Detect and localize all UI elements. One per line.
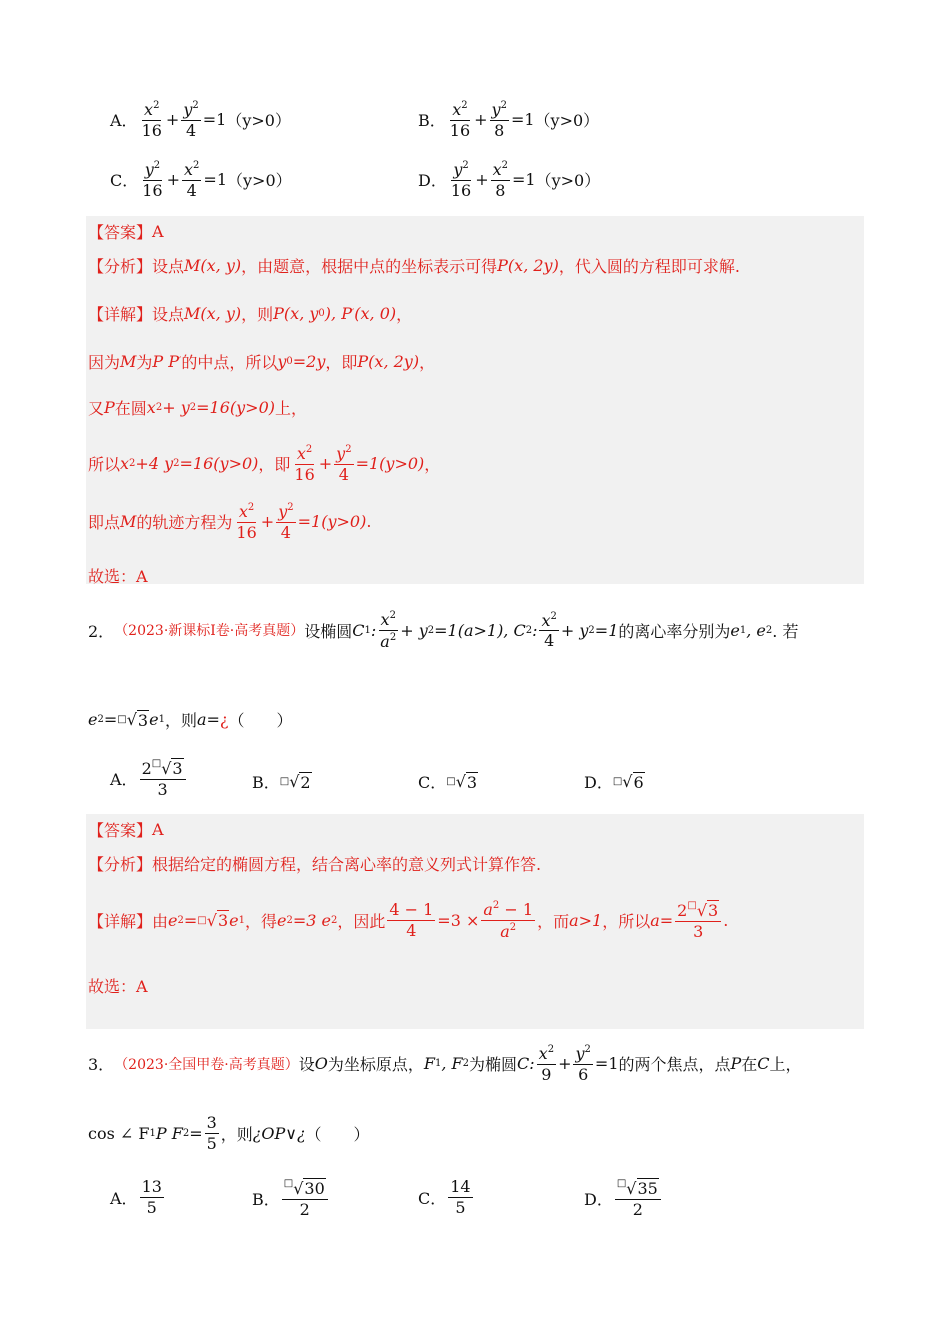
- fraction: $\frac{y^2}{8}$: [491, 100, 507, 140]
- q1-detail-line-4: 所以 x 2 +4 y 2 =16(y>0) ，即 $\frac{x^2}{16}$ + $\frac{y^2}{4}$ =1(y>0) ，: [88, 444, 441, 484]
- text: 在圆: [114, 399, 147, 418]
- q1-option-b: B． $\frac{x^2}{16}$ + $\frac{y^2}{8}$ =1 （y>0）: [418, 100, 600, 140]
- math: , e: [746, 620, 766, 640]
- math: +4 y: [135, 454, 174, 474]
- q2-analysis: [88, 852, 541, 875]
- text: 设点: [152, 305, 185, 324]
- text: ，而: [537, 911, 570, 931]
- math: + y: [400, 620, 428, 640]
- text: ，因此: [337, 911, 386, 931]
- q2-option-a: [110, 758, 188, 798]
- q1-option-d: D． $\frac{y^2}{16}$ + $\frac{x^2}{8}$ =1 （y>0）: [418, 160, 601, 200]
- option-label: A．: [110, 1188, 138, 1208]
- math: P F: [155, 1123, 183, 1143]
- math: 3: [466, 772, 478, 792]
- option-label: C．: [110, 171, 139, 191]
- text: 设点: [152, 257, 185, 276]
- math: ¿: [219, 710, 229, 729]
- math: 3: [137, 710, 149, 730]
- analysis-tag: 【分析】: [88, 855, 153, 874]
- math: 2: [765, 624, 773, 636]
- box-glyph: □: [612, 776, 623, 787]
- text: ，所以: [602, 911, 651, 931]
- math: =1: [594, 1054, 619, 1074]
- math: e: [276, 910, 287, 930]
- text: ，: [419, 353, 436, 372]
- text: ，即: [325, 353, 358, 372]
- math: 1: [434, 1058, 442, 1070]
- math: ¿OP∨¿: [252, 1123, 306, 1143]
- q3-option-d: [584, 1178, 663, 1218]
- q1-analysis: [88, 254, 740, 277]
- option-label: D．: [418, 171, 447, 191]
- option-label: D．: [584, 1189, 613, 1209]
- fraction: $\frac{13}{5}$: [141, 1177, 162, 1217]
- math: 2: [97, 714, 104, 725]
- text: 为: [136, 353, 153, 372]
- q2-option-c: [418, 770, 478, 793]
- math: √: [455, 772, 466, 791]
- option-label: C．: [418, 1188, 447, 1208]
- math: =: [103, 710, 118, 729]
- q1-option-c: C． $\frac{y^2}{16}$ + $\frac{x^2}{4}$ =1 （y>0）: [110, 160, 292, 200]
- q2-option-b: [252, 770, 312, 793]
- text: 因为: [88, 353, 121, 372]
- math: C:: [517, 1054, 535, 1074]
- text: . 若: [772, 621, 799, 641]
- math: 1: [739, 624, 747, 636]
- math: 1: [238, 914, 245, 926]
- math: M: [120, 352, 137, 371]
- text: 由: [152, 911, 169, 931]
- math: =1(y>0): [297, 512, 367, 532]
- math: e: [229, 910, 239, 930]
- q1-choose: 故选：A: [88, 567, 148, 586]
- text: ，即: [258, 455, 291, 475]
- q2-stem-line-1: 2． （2023·新课标Ⅰ卷·高考真题） 设椭圆 C 1 : $\frac{x^2}{a^2}$ + y 2 =1(a>1), C 2 : $\frac{x^2}{4}$ + y 2 =1 的离心率分别为 e 1 , e 2 . 若: [88, 610, 799, 651]
- question-number: 3．: [88, 1055, 115, 1075]
- math: 1: [364, 624, 371, 636]
- text: 为坐标原点，: [327, 1055, 424, 1075]
- q3-stem-line-1: 3． （2023·全国甲卷·高考真题） 设 O 为坐标原点， F 1 , F 2 为椭圆 C: $\frac{x^2}{9}$ + $\frac{y^2}{6}$ =1 的两个焦点，点 P 在 C 上，: [88, 1044, 802, 1084]
- fraction: $\frac{14}{5}$: [450, 1177, 471, 1217]
- box-glyph: □: [117, 714, 127, 725]
- box-glyph: □: [446, 776, 456, 787]
- q2-choose: 故选：A: [88, 977, 148, 996]
- math: e: [730, 620, 740, 640]
- condition: （y>0）: [534, 111, 600, 131]
- fraction: $\frac{4 - 1}{4}$: [389, 900, 434, 940]
- equation-value: =1: [512, 170, 536, 190]
- math: =: [183, 910, 198, 930]
- fraction: $\frac{y^2}{6}$: [575, 1044, 591, 1084]
- text: 上，: [769, 1055, 802, 1075]
- math: √: [126, 710, 137, 729]
- math: =2y: [292, 352, 326, 371]
- text: 即点: [88, 513, 121, 533]
- q1-detail-line-3: 又 P 在圆 x 2 + y 2 =16(y>0) 上，: [88, 398, 307, 418]
- text: 又: [88, 399, 105, 418]
- math: e: [168, 910, 178, 930]
- math: e: [88, 710, 98, 729]
- box-glyph: □: [197, 914, 207, 926]
- math: (x, 0): [354, 304, 397, 323]
- q1-detail-line-5: 即点 M 的轨迹方程为 $\frac{x^2}{16}$ + $\frac{y^2}{4}$ =1(y>0) .: [88, 502, 372, 542]
- math: , F: [441, 1054, 463, 1074]
- math: 2: [182, 1127, 190, 1139]
- text: 的轨迹方程为: [136, 513, 233, 533]
- q2-option-d: [584, 770, 645, 793]
- text: （ ）: [305, 1124, 370, 1144]
- fraction: $\frac{x^2}{8}$: [492, 160, 509, 200]
- question-source: （2023·全国甲卷·高考真题）: [114, 1056, 299, 1073]
- math: ′: [351, 308, 355, 319]
- math: =1: [594, 620, 619, 640]
- math: x: [120, 454, 130, 474]
- fraction: $\frac{x^2}{16}$: [449, 100, 471, 140]
- math: 3: [217, 911, 229, 931]
- q3-option-b: [252, 1178, 330, 1218]
- text: 根据给定的椭圆方程，结合离心率的意义列式计算作答.: [152, 855, 542, 874]
- math: P(x, y: [273, 304, 319, 323]
- q3-option-a: [110, 1178, 166, 1216]
- math: F: [423, 1054, 435, 1074]
- fraction: $\frac{x^2}{9}$: [538, 1044, 555, 1084]
- math: =3 ×: [437, 910, 480, 930]
- detail-tag: 【详解】: [88, 911, 153, 931]
- math: 1: [149, 1127, 156, 1139]
- text: 设: [298, 1055, 315, 1075]
- fraction: $\frac{x^2}{a^2}$: [380, 610, 397, 651]
- text: ，得: [244, 911, 277, 931]
- text: 为椭圆: [469, 1055, 518, 1075]
- fraction: $\frac{^□√35}{2}$: [615, 1178, 661, 1218]
- condition: （y>0）: [535, 171, 601, 191]
- math: P(x, 2y): [497, 256, 559, 275]
- text: ，代入圆的方程即可求解.: [558, 257, 740, 276]
- math: √: [289, 772, 300, 791]
- math: O: [314, 1054, 328, 1074]
- fraction: $\frac{3}{5}$: [206, 1113, 217, 1153]
- option-label: A．: [110, 111, 138, 131]
- equation-value: =1: [510, 110, 535, 130]
- math: a=: [650, 910, 674, 930]
- math: =3 e: [292, 910, 331, 930]
- text: ，则: [164, 711, 197, 730]
- q2-stem-line-2: [88, 708, 293, 731]
- option-label: B．: [252, 1189, 280, 1209]
- text: 的两个焦点，点: [618, 1055, 731, 1075]
- math: a=: [196, 710, 220, 729]
- q3-stem-line-2: [88, 1114, 370, 1152]
- text: 在: [741, 1055, 758, 1075]
- math: 2: [300, 772, 311, 792]
- math: M: [120, 512, 137, 532]
- math: M(x, y): [184, 304, 242, 323]
- text: 设椭圆: [304, 621, 353, 641]
- math: P: [104, 398, 115, 417]
- math: C: [352, 620, 365, 640]
- answer-value: A: [152, 820, 164, 839]
- option-label: B．: [252, 773, 280, 792]
- math: =1(a>1), C: [434, 620, 526, 640]
- math: =16(y>0): [196, 398, 275, 417]
- math: 0: [286, 356, 293, 367]
- fraction: $\frac{2^□√3}{3}$: [675, 900, 721, 940]
- option-label: C．: [418, 773, 447, 792]
- math: √: [622, 772, 633, 791]
- q1-detail-line-1: [88, 302, 412, 325]
- math: P: [730, 1054, 742, 1074]
- math: 6: [633, 772, 644, 792]
- math: ), P: [324, 304, 352, 323]
- q1-detail-line-2: [88, 350, 435, 373]
- fraction: $\frac{x^2}{16}$: [294, 444, 315, 484]
- math: 0: [318, 308, 325, 319]
- text: 所以: [88, 455, 121, 475]
- text: ，由题意，根据中点的坐标表示可得: [241, 257, 498, 276]
- q2-detail: 【详解】 由 e 2 = □ √ 3 e 1 ，得 e 2 =3 e 2 ，因此 $\frac{4 - 1}{4}$ =3 × $\frac{a^2 - 1}{a^2}$ ，而 a>1 ，所以 a= $\frac{2^□√3}{3}$ .: [88, 900, 729, 941]
- math: cos ∠ F: [88, 1123, 150, 1143]
- fraction: $\frac{2^□√3}{3}$: [140, 758, 186, 798]
- fraction: $\frac{y^2}{4}$: [183, 100, 199, 140]
- text: ，则: [220, 1124, 253, 1144]
- answer-value: A: [152, 222, 164, 241]
- math: =16(y>0): [179, 454, 259, 474]
- math: √: [206, 910, 217, 930]
- fraction: $\frac{y^2}{16}$: [142, 160, 163, 200]
- fraction: $\frac{x^2}{4}$: [184, 160, 200, 200]
- text: .: [723, 910, 729, 930]
- text: ，则: [241, 305, 274, 324]
- fraction: $\frac{a^2 - 1}{a^2}$: [483, 900, 534, 941]
- condition: （y>0）: [226, 111, 291, 131]
- equation-value: =1: [203, 170, 228, 190]
- math: 2: [177, 914, 184, 926]
- math: 2: [525, 624, 533, 636]
- math: a>1: [569, 910, 603, 930]
- math: C: [757, 1054, 770, 1074]
- detail-tag: 【详解】: [88, 305, 153, 324]
- analysis-tag: 【分析】: [88, 257, 153, 276]
- question-source: （2023·新课标Ⅰ卷·高考真题）: [114, 623, 305, 640]
- fraction: $\frac{y^2}{4}$: [278, 502, 294, 542]
- q1-option-a: A． $\frac{x^2}{16}$ + $\frac{y^2}{4}$ =1 （y>0）: [110, 100, 291, 140]
- text: ，: [396, 305, 413, 324]
- math: e: [149, 710, 159, 729]
- text: 的离心率分别为: [618, 621, 731, 641]
- fraction: $\frac{x^2}{16}$: [236, 502, 257, 542]
- text: .: [366, 512, 372, 532]
- question-number: 2．: [88, 621, 115, 641]
- box-glyph: □: [279, 776, 290, 787]
- math: M(x, y): [184, 256, 242, 275]
- text: 的中点，所以: [181, 353, 278, 372]
- math: =: [189, 1123, 203, 1143]
- math: + y: [560, 620, 589, 640]
- math: =1(y>0): [355, 454, 425, 474]
- math: :: [370, 620, 377, 640]
- option-label: B．: [418, 111, 446, 131]
- math: x: [146, 398, 156, 417]
- math: 1: [158, 714, 165, 725]
- q2-answer: [88, 818, 164, 841]
- fraction: $\frac{x^2}{4}$: [541, 610, 557, 651]
- answer-tag: 【答案】: [88, 821, 153, 840]
- math: :: [532, 620, 538, 640]
- condition: （y>0）: [227, 171, 292, 191]
- fraction: $\frac{y^2}{16}$: [450, 160, 472, 200]
- math: y: [277, 352, 287, 371]
- math: ′: [179, 356, 182, 367]
- text: 上，: [274, 399, 307, 418]
- fraction: $\frac{y^2}{4}$: [336, 444, 352, 484]
- math: P P: [152, 352, 180, 371]
- math: P(x, 2y): [357, 352, 420, 371]
- q3-option-c: [418, 1178, 475, 1216]
- option-label: D．: [584, 773, 613, 792]
- math: 2: [462, 1058, 470, 1070]
- option-label: A．: [110, 769, 138, 789]
- text: （ ）: [228, 711, 293, 730]
- fraction: $\frac{^□√30}{2}$: [282, 1178, 328, 1218]
- math: + y: [162, 398, 190, 417]
- answer-tag: 【答案】: [88, 223, 153, 242]
- equation-value: =1: [202, 110, 227, 130]
- text: ，: [424, 455, 441, 475]
- q1-answer: [88, 220, 164, 243]
- fraction: $\frac{x^2}{16}$: [141, 100, 162, 140]
